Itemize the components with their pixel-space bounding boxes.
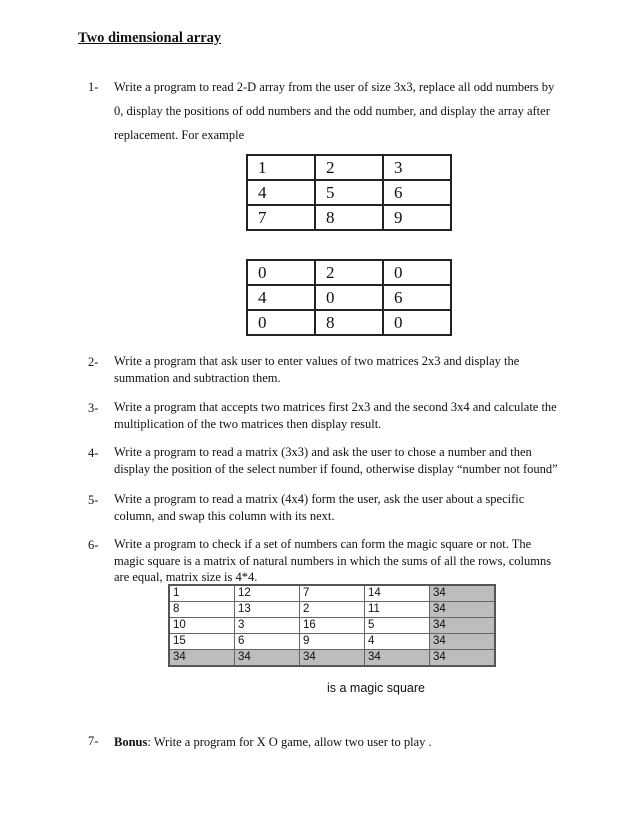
- item-5-line-1: Write a program to read a matrix (4x4) form the user, ask the user about a specific: [114, 492, 525, 506]
- item-1-line-3: replacement. For example: [114, 128, 245, 142]
- table-cell: 34: [430, 585, 496, 602]
- item-4-text: [114, 444, 584, 477]
- table-cell: 34: [235, 650, 300, 667]
- item-4-line-1: Write a program to read a matrix (3x3) and ask the user to chose a number and then: [114, 445, 532, 459]
- item-5-number: 5-: [88, 493, 99, 507]
- item-7-text: [114, 733, 584, 752]
- table-cell: 0: [247, 260, 315, 285]
- table-cell: 3: [383, 155, 451, 180]
- table-cell: 10: [169, 618, 235, 634]
- magic-square-caption: is a magic square: [327, 681, 425, 695]
- matrix-before-table: [246, 154, 452, 231]
- table-row: [247, 310, 451, 335]
- item-6-line-3: are equal, matrix size is 4*4.: [114, 570, 258, 584]
- item-6-line-1: Write a program to check if a set of numbers can form the magic square or not. The: [114, 537, 532, 551]
- table-cell: 2: [300, 602, 365, 618]
- table-cell: 0: [315, 285, 383, 310]
- item-1-text: [114, 78, 584, 145]
- item-2-number: 2-: [88, 355, 99, 369]
- item-2-line-1: Write a program that ask user to enter values of two matrices 2x3 and display the: [114, 354, 520, 368]
- table-row: [247, 180, 451, 205]
- item-3-line-2: multiplication of the two matrices then display result.: [114, 416, 382, 431]
- table-row: [169, 618, 495, 634]
- table-cell: 0: [247, 310, 315, 335]
- table-cell: 11: [365, 602, 430, 618]
- item-4-number: 4-: [88, 446, 99, 460]
- table-cell: 15: [169, 634, 235, 650]
- table-cell: 34: [169, 650, 235, 667]
- table-cell: 8: [315, 310, 383, 335]
- item-1-number: 1-: [88, 80, 99, 94]
- table-cell: 6: [383, 180, 451, 205]
- item-5-line-2: column, and swap this column with its next.: [114, 508, 335, 523]
- table-cell: 13: [235, 602, 300, 618]
- item-1-line-2: 0, display the positions of odd numbers and the odd number, and display the array after: [114, 104, 550, 118]
- table-cell: 9: [300, 634, 365, 650]
- table-cell: 2: [315, 260, 383, 285]
- table-cell: 9: [383, 205, 451, 230]
- item-6-number: 6-: [88, 538, 99, 552]
- table-row: [247, 260, 451, 285]
- item-5-text: [114, 491, 584, 524]
- item-2-text: [114, 353, 584, 386]
- item-6-line-2: magic square is a matrix of natural numbers in which the sums of all the rows, columns: [114, 553, 552, 568]
- table-cell: 34: [300, 650, 365, 667]
- table-cell: 34: [365, 650, 430, 667]
- table-cell: 1: [247, 155, 315, 180]
- magic-square-table: [168, 584, 496, 667]
- table-cell: 8: [169, 602, 235, 618]
- table-row: [169, 650, 495, 667]
- table-cell: 2: [315, 155, 383, 180]
- table-cell: 5: [315, 180, 383, 205]
- item-4-line-2: display the position of the select number if found, otherwise display “number not found”: [114, 461, 558, 476]
- table-cell: 0: [383, 260, 451, 285]
- matrix-after-table: [246, 259, 452, 336]
- table-cell: 7: [247, 205, 315, 230]
- table-cell: 14: [365, 585, 430, 602]
- item-3-text: [114, 399, 584, 432]
- table-row: [169, 634, 495, 650]
- table-cell: 4: [365, 634, 430, 650]
- table-row: [247, 285, 451, 310]
- item-1-line-1: Write a program to read 2-D array from the user of size 3x3, replace all odd numbers by: [114, 80, 555, 94]
- item-2-line-2: summation and subtraction them.: [114, 370, 281, 385]
- table-cell: 4: [247, 285, 315, 310]
- table-cell: 34: [430, 634, 496, 650]
- table-cell: 1: [169, 585, 235, 602]
- table-cell: 34: [430, 618, 496, 634]
- table-cell: 34: [430, 602, 496, 618]
- item-3-number: 3-: [88, 401, 99, 415]
- table-cell: 12: [235, 585, 300, 602]
- item-7-number: 7-: [88, 734, 99, 748]
- table-cell: 16: [300, 618, 365, 634]
- table-cell: 8: [315, 205, 383, 230]
- table-cell: 4: [247, 180, 315, 205]
- table-row: [169, 602, 495, 618]
- table-cell: 3: [235, 618, 300, 634]
- table-cell: 7: [300, 585, 365, 602]
- item-7-rest: : Write a program for X O game, allow two user to play .: [147, 735, 432, 749]
- table-row: [169, 585, 495, 602]
- item-6-text: [114, 536, 584, 586]
- page-title: Two dimensional array: [78, 30, 222, 46]
- item-7-bold-label: Bonus: [114, 735, 148, 749]
- table-cell: 5: [365, 618, 430, 634]
- table-cell: 6: [235, 634, 300, 650]
- table-cell: 0: [383, 310, 451, 335]
- table-cell: 6: [383, 285, 451, 310]
- table-row: [247, 205, 451, 230]
- table-row: [247, 155, 451, 180]
- item-3-line-1: Write a program that accepts two matrices first 2x3 and the second 3x4 and calculate the: [114, 400, 557, 414]
- table-cell: 34: [430, 650, 496, 667]
